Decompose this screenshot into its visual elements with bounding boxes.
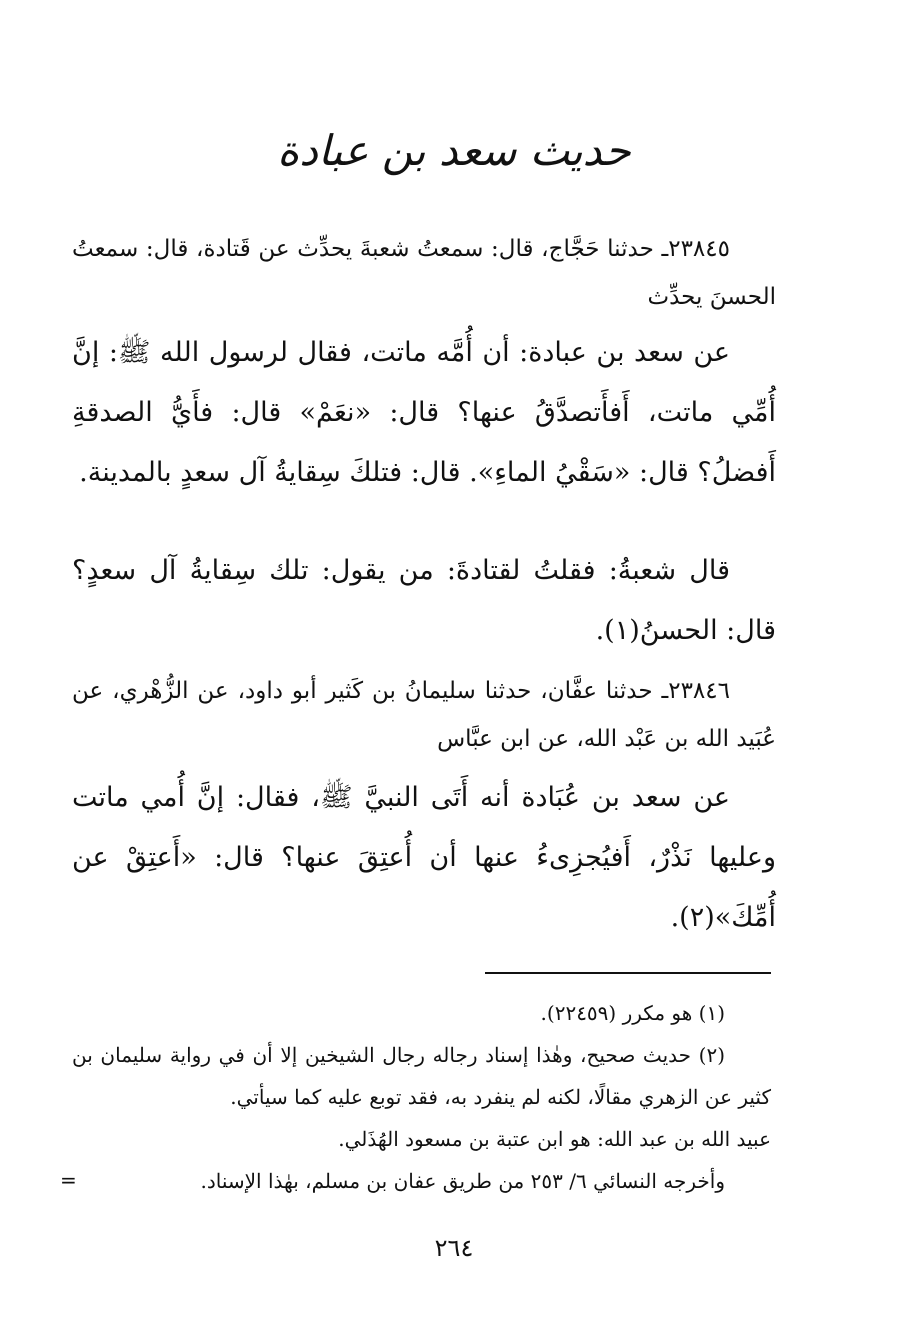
hadith-23846-isnad: ٢٣٨٤٦ـ حدثنا عفَّان، حدثنا سليمانُ بن كَثير أبو داود، عن الزُّهْري، عن عُبَيد الله بن عَبْد الله، عن ابن عبَّاس [72,678,776,752]
footnote-2-note: عبيد الله بن عبد الله: هو ابن عتبة بن مسعود الهُذَلي. [338,1127,771,1151]
page-number: ٢٦٤ [434,1234,474,1262]
footnote-separator [485,972,771,974]
hadith-23845-isnad: ٢٣٨٤٥ـ حدثنا حَجَّاج، قال: سمعتُ شعبةَ يحدِّث عن قَتادة، قال: سمعتُ الحسنَ يحدِّث [72,236,776,310]
hadith-23846-matn: عن سعد بن عُبَادة أنه أَتَى النبيَّ ﷺ، فقال: إنَّ أُمي ماتت وعليها نَذْرٌ، أَفيُجزِىءُ عنها أن أُعتِقَ عنها؟ قال: «أَعتِقْ عن أُمِّكَ»(٢). [72,782,776,933]
footnote-1: (١) هو مكرر (٢٢٤٥٩). [540,1001,725,1025]
footnote-2-source: وأخرجه النسائي ٦/ ٢٥٣ من طريق عفان بن مسلم، بهٰذا الإسناد. [200,1169,725,1193]
continuation-mark: = [60,1168,77,1192]
chapter-title: حديث سعد بن عبادة [277,126,631,175]
footnotes [72,992,771,1202]
hadith-23845-shuba-note: قال شعبةُ: فقلتُ لقتادةَ: من يقول: تلك سِقايةُ آل سعدٍ؟ قال: الحسنُ(١). [72,555,776,646]
hadith-23845-matn: عن سعد بن عبادة: أن أُمَّه ماتت، فقال لرسول الله ﷺ: إنَّ أُمِّي ماتت، أَفأَتصدَّقُ عنها؟ قال: «نعَمْ» قال: فأَيُّ الصدقةِ أَفضلُ؟ قال: «سَقْيُ الماءِ». قال: فتلكَ سِقايةُ آل سعدٍ بالمدينة. [72,337,776,488]
footnote-2: (٢) حديث صحيح، وهٰذا إسناد رجاله رجال الشيخين إلا أن في رواية سليمان بن كثير عن الزهري مقالًا، لكنه لم ينفرد به، فقد توبع عليه كما سيأتي. [72,1043,771,1109]
